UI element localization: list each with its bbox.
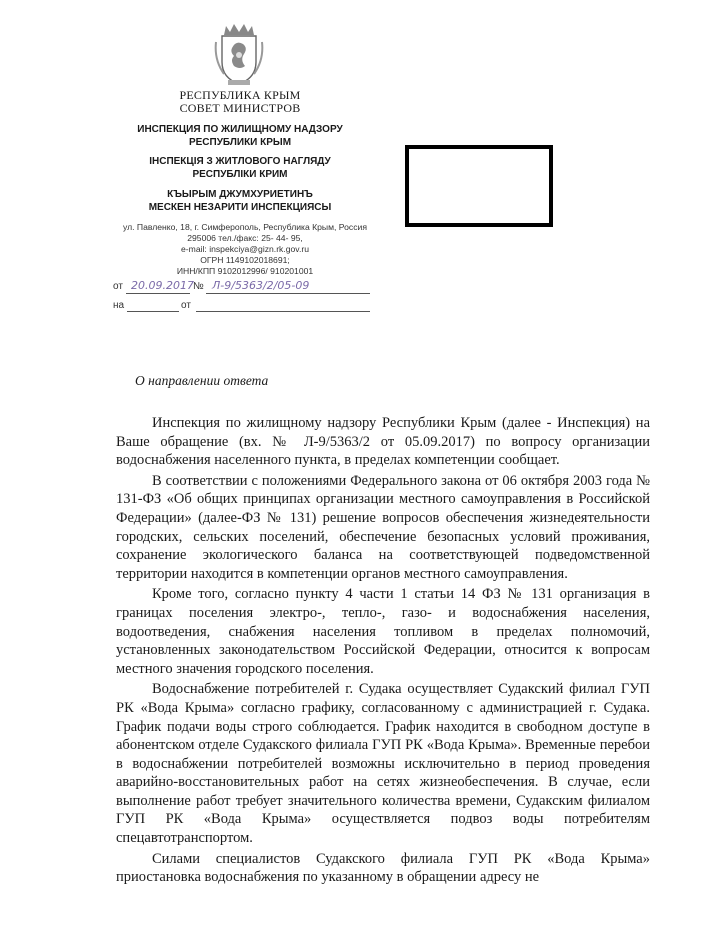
letter-body (116, 414, 650, 887)
org-name-uk-line1: ІНСПЕКЦІЯ З ЖИТЛОВОГО НАГЛЯДУ (149, 156, 331, 167)
ref-number-label: № (193, 281, 204, 292)
ref-to-from-label: от (181, 300, 191, 311)
ref-number-underline (206, 293, 370, 294)
republic-name: РЕСПУБЛИКА КРЫМ (179, 88, 301, 102)
org-name-crh-line2: МЕСКЕН НЕЗАРИТИ ИНСПЕКЦИЯСЫ (148, 202, 332, 213)
contact-postal-phone: 295006 тел./факс: 25- 44- 95, (187, 233, 303, 243)
org-name-ru-line1: ИНСПЕКЦИЯ ПО ЖИЛИЩНОМУ НАДЗОРУ (137, 124, 343, 135)
contact-inn-kpp: ИНН/КПП 9102012996/ 910201001 (176, 266, 314, 276)
contact-ogrn: ОГРН 1149102018691; (200, 255, 290, 265)
org-name-crh-line1: КЪЫРЫМ ДЖУМХУРИЕТИНЪ (167, 189, 313, 200)
org-name-ru-line2: РЕСПУБЛИКИ КРЫМ (188, 137, 292, 148)
contact-email: e-mail: inspekciya@gizn.rk.gov.ru (181, 244, 309, 254)
body-paragraph: Инспекция по жилищному надзору Республики Крым (далее - Инспекция) на Ваше обращение (вх. № Л-9/5363/2 от 05.09.2017) по вопросу организации водоснабжения населенного пункта, в пределах компетенции сообщает. (116, 415, 650, 469)
crimea-coat-of-arms-emblem (212, 22, 266, 88)
body-paragraph: В соответствии с положениями Федерального закона от 06 октября 2003 года № 131-ФЗ «Об общих принципах организации местного самоуправления в Российской Федерации» (далее-ФЗ № 131) решение вопросов обеспечения жизнедеятельности городских, сельских поселений, обеспечение безопасных условий проживания, сохранение экологического баланса на соответствующей подведомственной территории находится в компетенции органов местного самоуправления. (116, 472, 650, 582)
ref-to-number-underline (127, 311, 179, 312)
contact-block (110, 222, 380, 277)
contact-address: ул. Павленко, 18, г. Симферополь, Республика Крым, Россия (123, 222, 367, 232)
ref-number-handwritten: Л-9/5363/2/05-09 (212, 279, 310, 292)
body-paragraph: Кроме того, согласно пункту 4 части 1 статьи 14 ФЗ № 131 организация в границах поселения электро-, тепло-, газо- и водоснабжения населения, водоотведения, снабжения населения топливом в пределах полномочий, установленных законодательством Российской Федерации, относится к вопросам местного значения городского поселения. (116, 586, 650, 677)
ref-to-label: на (113, 300, 125, 311)
body-paragraph: Водоснабжение потребителей г. Судака осуществляет Судакский филиал ГУП РК «Вода Крыма» согласно графику, согласованному с администрацией г. Судака. График подачи воды строго соблюдается. График находится в свободном доступе в абонентском отделе Судакского филиала ГУП РК «Вода Крыма». Временные перебои в водоснабжении потребителей возможны исключительно в период проведения аварийно-восстановительных работ на сетях жизнеобеспечения. В случае, если выполнение работ требует значительного количества времени, Судакским филиалом ГУП РК «Вода Крыма» осуществляется подвоз воды потребителям спецавтотранспортом. (116, 681, 650, 847)
body-paragraph: Силами специалистов Судакского филиала ГУП РК «Вода Крыма» приостановка водоснабжения по указанному в обращении адресу не (116, 850, 650, 886)
ref-date-handwritten: 20.09.2017 (131, 279, 194, 292)
org-name-uk-line2: РЕСПУБЛІКИ КРИМ (192, 169, 288, 180)
council-name: СОВЕТ МИНИСТРОВ (179, 101, 301, 115)
ref-to-date-underline (196, 311, 370, 312)
ref-from-label: от (113, 281, 123, 292)
redacted-recipient-box (405, 145, 553, 227)
ref-date-underline (126, 293, 190, 294)
letter-subject: О направлении ответа (135, 373, 269, 388)
